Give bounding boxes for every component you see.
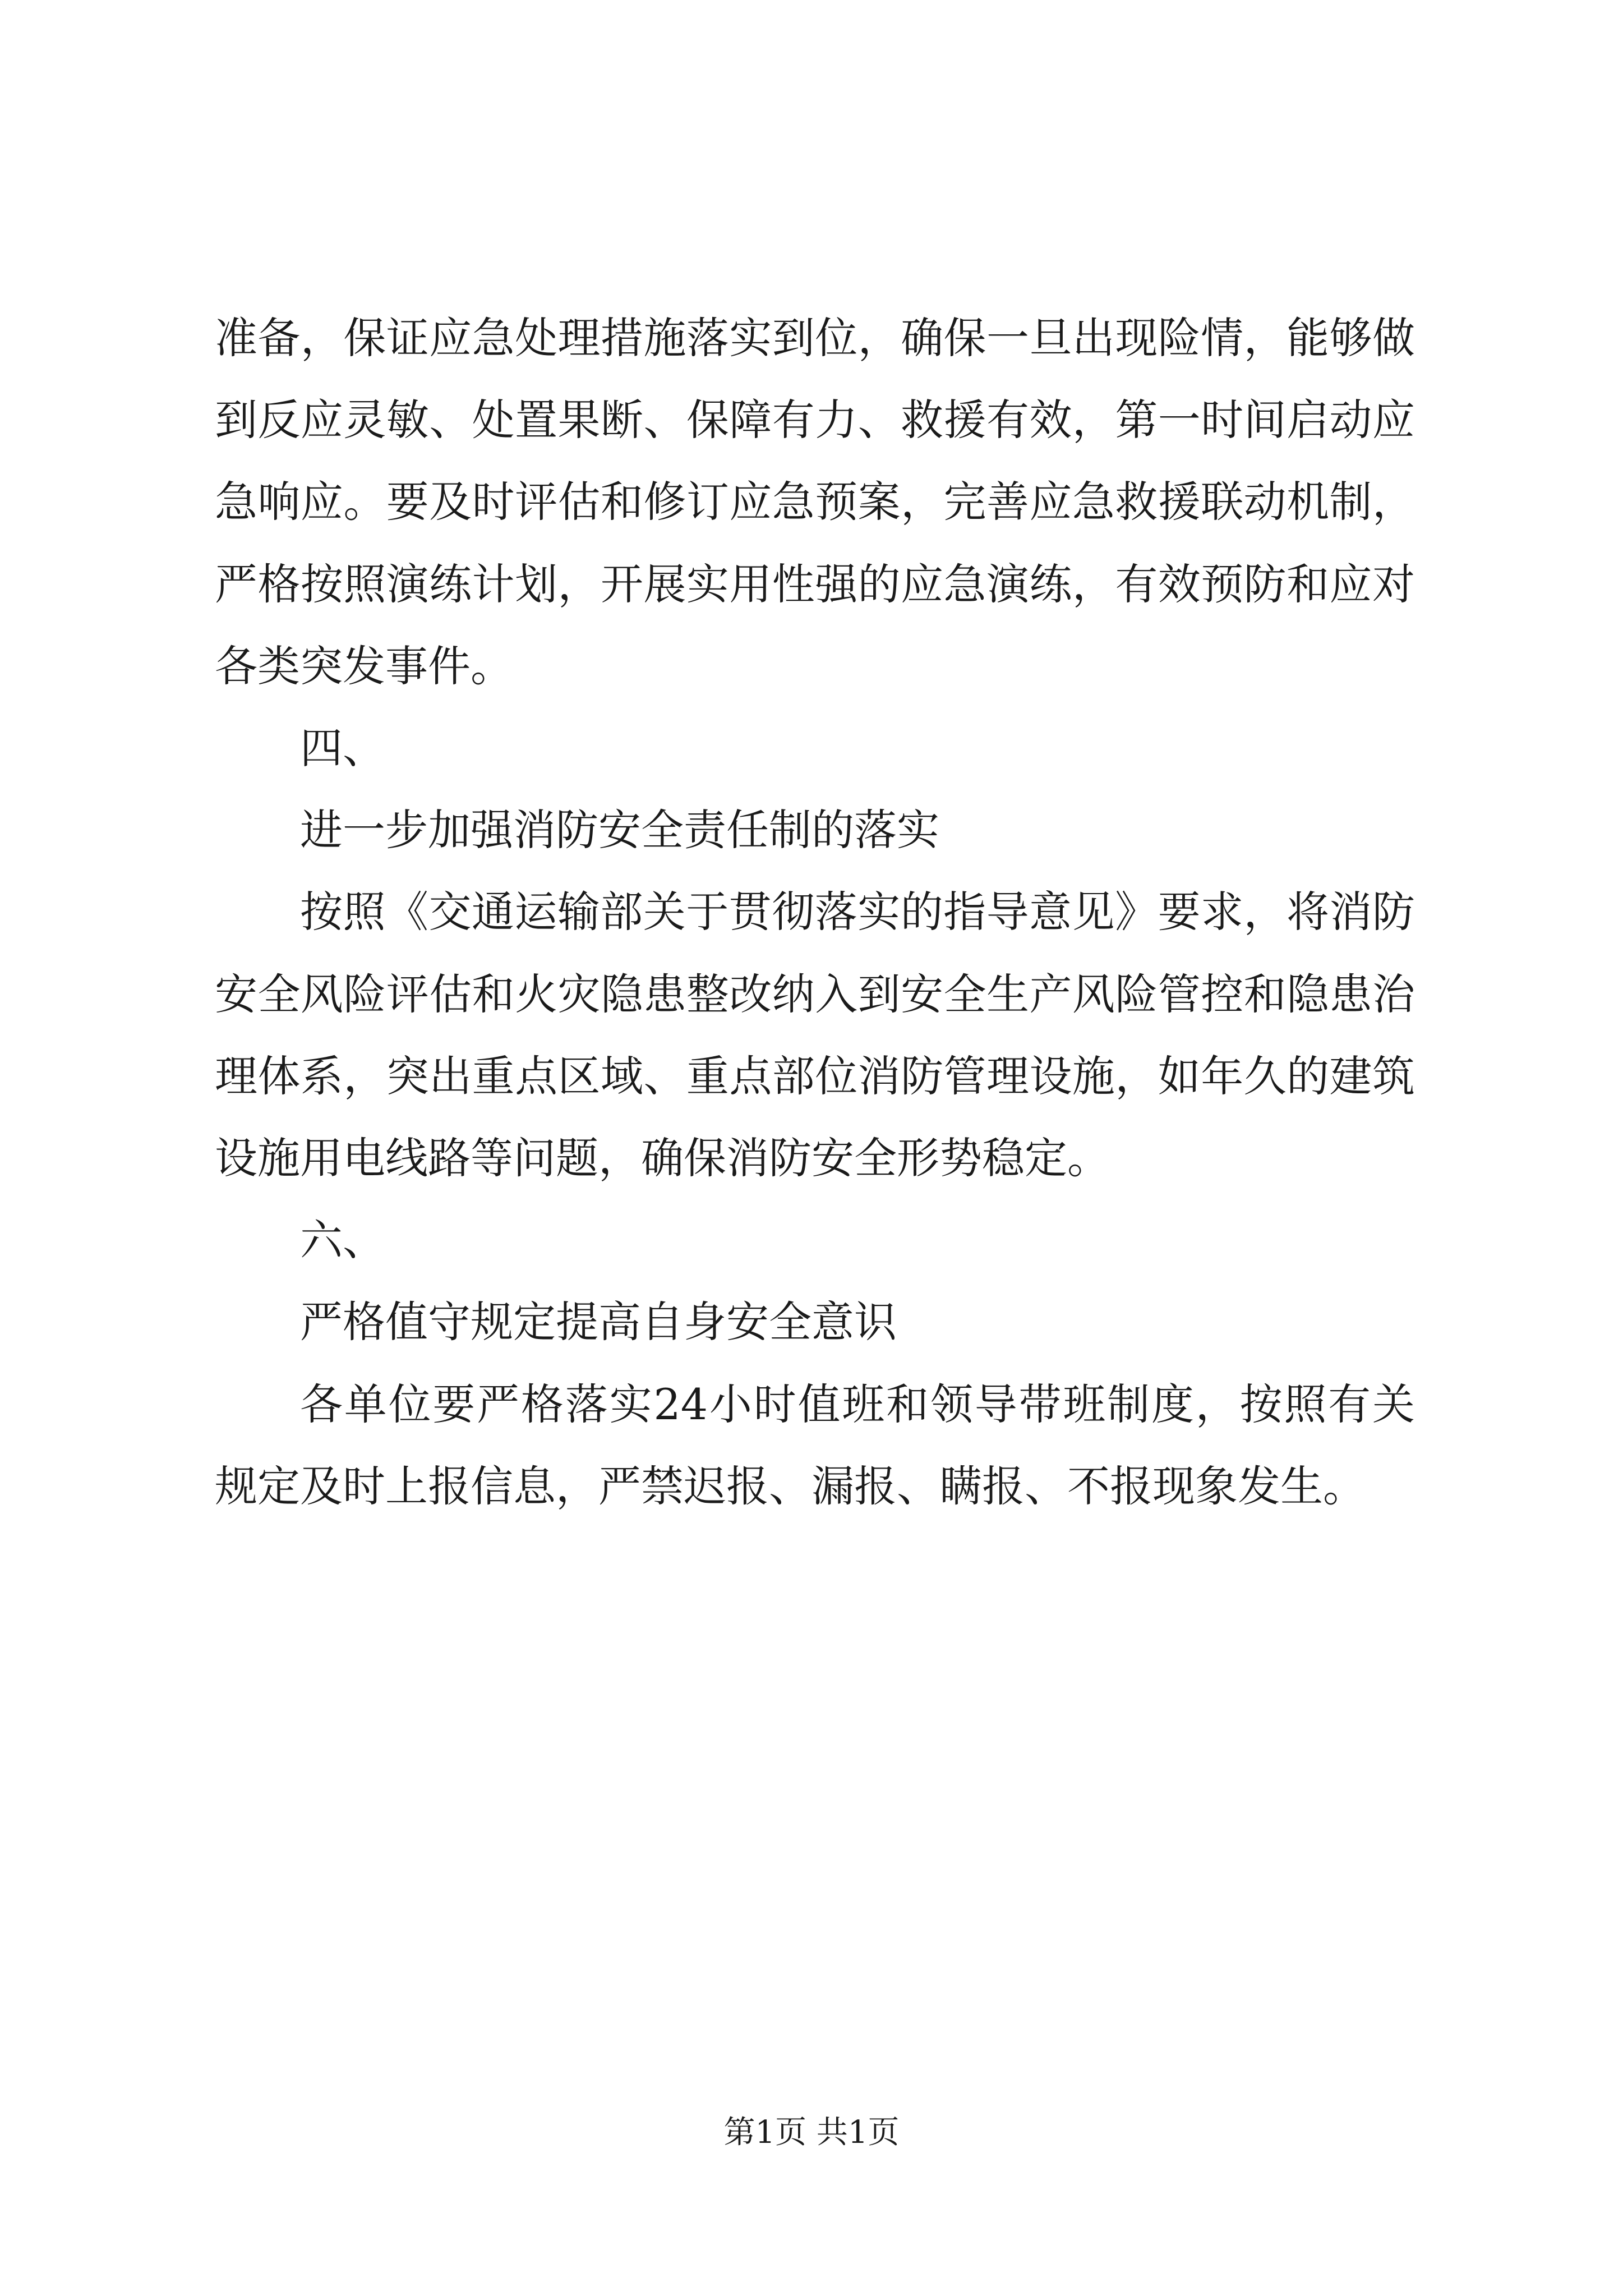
section-number-four: 四、 [300,723,385,774]
section-number-six: 六、 [300,1215,385,1266]
page-number-footer: 第1页 共1页 [723,2114,900,2151]
section-heading-duty: 严格值守规定提高自身安全意识 [300,1297,897,1347]
paragraph-continuation: 准备，保证应急处理措施落实到位，确保一旦出现险情，能够做到反应灵敏、处置果断、保障有力、救援有效，第一时间启动应急响应。要及时评估和修订应急预案，完善应急救援联动机制，严格按照演练计划，开展实用性强的应急演练，有效预防和应对各类突发事件。 [215,313,1415,691]
paragraph-fire-safety: 按照《交通运输部关于贯彻落实的指导意见》要求，将消防安全风险评估和火灾隐患整改纳入到安全生产风险管控和隐患治理体系，突出重点区域、重点部位消防管理设施，如年久的建筑设施用电线路等问题，确保消防安全形势稳定。 [215,887,1415,1184]
document-body [215,297,1415,1527]
section-heading-fire-safety: 进一步加强消防安全责任制的落实 [300,805,939,855]
paragraph-duty: 各单位要严格落实24小时值班和领导带班制度，按照有关规定及时上报信息，严禁迟报、漏报、瞒报、不报现象发生。 [215,1379,1415,1511]
